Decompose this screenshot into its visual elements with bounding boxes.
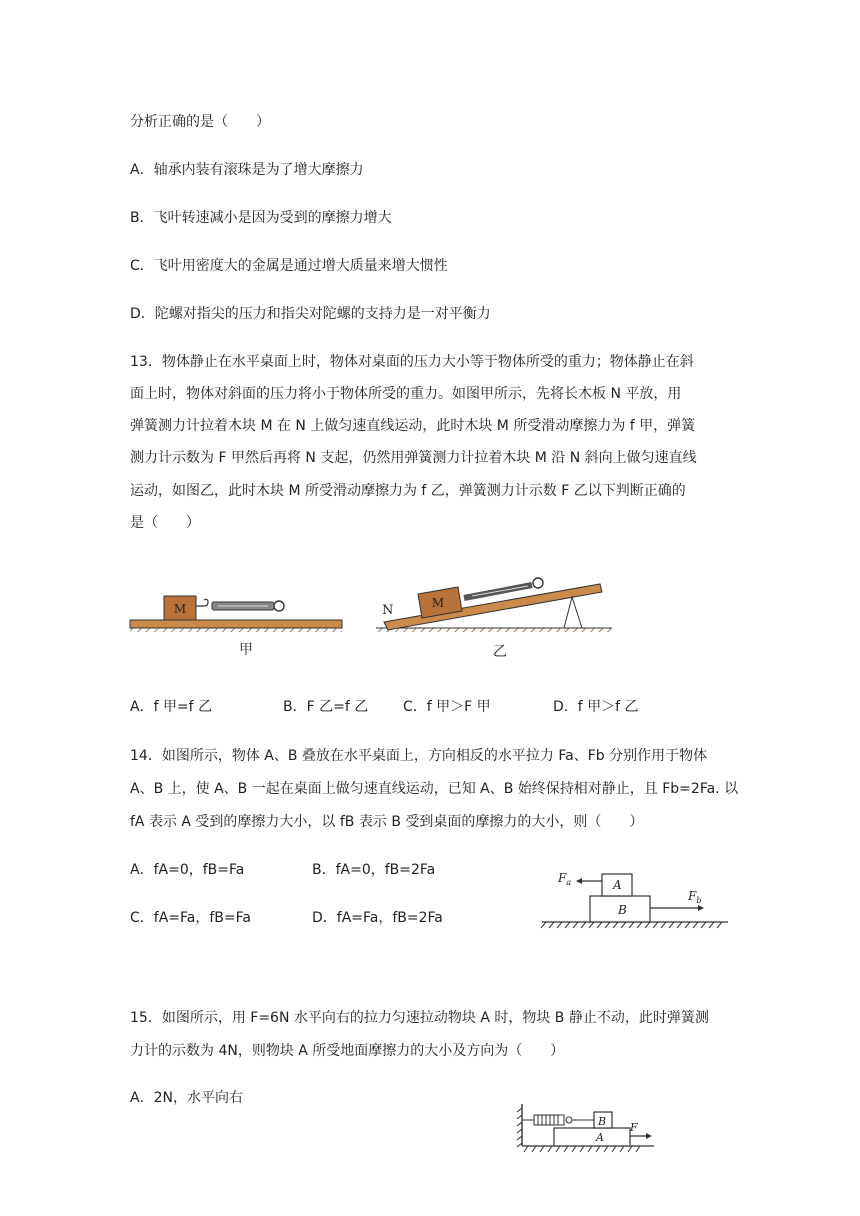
- q12-option-c: C．飞叶用密度大的金属是通过增大质量来增大惯性: [130, 258, 448, 274]
- q14-option-d: D．fA=Fa，fB=2Fa: [312, 910, 443, 926]
- scale-ring: [274, 601, 284, 611]
- q15-stem-line: 15．如图所示，用 F=6N 水平向右的拉力匀速拉动物块 A 时，物块 B 静止不动，此时弹簧测: [130, 1010, 709, 1026]
- force-b-label: $F_b$: [688, 889, 702, 905]
- caption-yi: 乙: [493, 644, 507, 660]
- block-a-label: A: [613, 878, 622, 892]
- ground: [376, 628, 612, 632]
- block-m-label: M: [431, 596, 445, 610]
- q13-stem-line: 弹簧测力计拉着木块 M 在 N 上做匀速直线运动，此时木块 M 所受滑动摩擦力为 f 甲，弹簧: [130, 418, 696, 434]
- ground-hatch: [130, 628, 342, 632]
- q13-stem-line: 测力计示数为 F 甲然后再将 N 支起，仍然用弹簧测力计拉着木块 M 沿 N 斜向上做匀速直线: [130, 450, 697, 466]
- q14-stem-line: A、B 上，使 A、B 一起在桌面上做匀速直线运动，已知 A、B 始终保持相对静止，且 Fb=2Fa. 以: [130, 781, 739, 797]
- q14-option-a: A．fA=0，fB=Fa: [130, 862, 245, 878]
- q13-stem-line: 面上时，物体对斜面的压力将小于物体所受的重力。如图甲所示，先将长木板 N 平放，用: [130, 386, 682, 402]
- q14-stem-line: fA 表示 A 受到的摩擦力大小，以 fB 表示 B 受到桌面的摩擦力的大小，则（ ）: [130, 814, 644, 830]
- block-a-label: A: [596, 1131, 604, 1144]
- spring-hook: [196, 599, 208, 606]
- q15-option-a: A．2N，水平向右: [130, 1090, 243, 1106]
- q13-option-a: A．f 甲=f 乙: [130, 699, 213, 715]
- block-a: [554, 1128, 630, 1146]
- board-n-label: N: [382, 603, 394, 618]
- q13-stem-line: 运动，如图乙，此时木块 M 所受滑动摩擦力为 f 乙，弹簧测力计示数 F 乙以下判断正确的: [130, 483, 686, 499]
- q13-option-d: D．f 甲＞f 乙: [553, 699, 639, 715]
- figure-yi: [372, 570, 612, 662]
- q14-option-c: C．fA=Fa，fB=Fa: [130, 910, 251, 926]
- q12-stem-tail: 分析正确的是（ ）: [130, 114, 270, 130]
- block-b-label: B: [618, 903, 627, 917]
- q13-stem-line: 13．物体静止在水平桌面上时，物体对桌面的压力大小等于物体所受的重力；物体静止在斜: [130, 354, 694, 370]
- q12-option-a: A．轴承内装有滚珠是为了增大摩擦力: [130, 162, 364, 178]
- q13-option-c: C．f 甲＞F 甲: [403, 699, 491, 715]
- block-b-label: B: [598, 1115, 607, 1128]
- support: [564, 597, 582, 628]
- q14-option-b: B．fA=0，fB=2Fa: [312, 862, 436, 878]
- q15-stem-line: 力计的示数为 4N，则物块 A 所受地面摩擦力的大小及方向为（ ）: [130, 1043, 565, 1059]
- q12-option-b: B．飞叶转速减小是因为受到的摩擦力增大: [130, 210, 392, 226]
- force-a-label: $F_a$: [558, 871, 572, 887]
- board-n-flat: [130, 620, 342, 628]
- force-label: F: [630, 1121, 638, 1134]
- q12-option-d: D．陀螺对指尖的压力和指尖对陀螺的支持力是一对平衡力: [130, 306, 491, 322]
- q14-stem-line: 14．如图所示，物体 A、B 叠放在水平桌面上，方向相反的水平拉力 Fa、Fb 分别作用于物体: [130, 748, 708, 764]
- block-m-label: M: [173, 602, 187, 616]
- caption-jia: 甲: [239, 642, 253, 658]
- q13-option-b: B．F 乙=f 乙: [283, 699, 369, 715]
- figure-q14: [540, 866, 730, 932]
- figure-jia: [128, 590, 344, 660]
- scale-ring: [533, 578, 543, 588]
- q13-stem-line: 是（ ）: [130, 515, 200, 531]
- figure-q15: [514, 1100, 664, 1158]
